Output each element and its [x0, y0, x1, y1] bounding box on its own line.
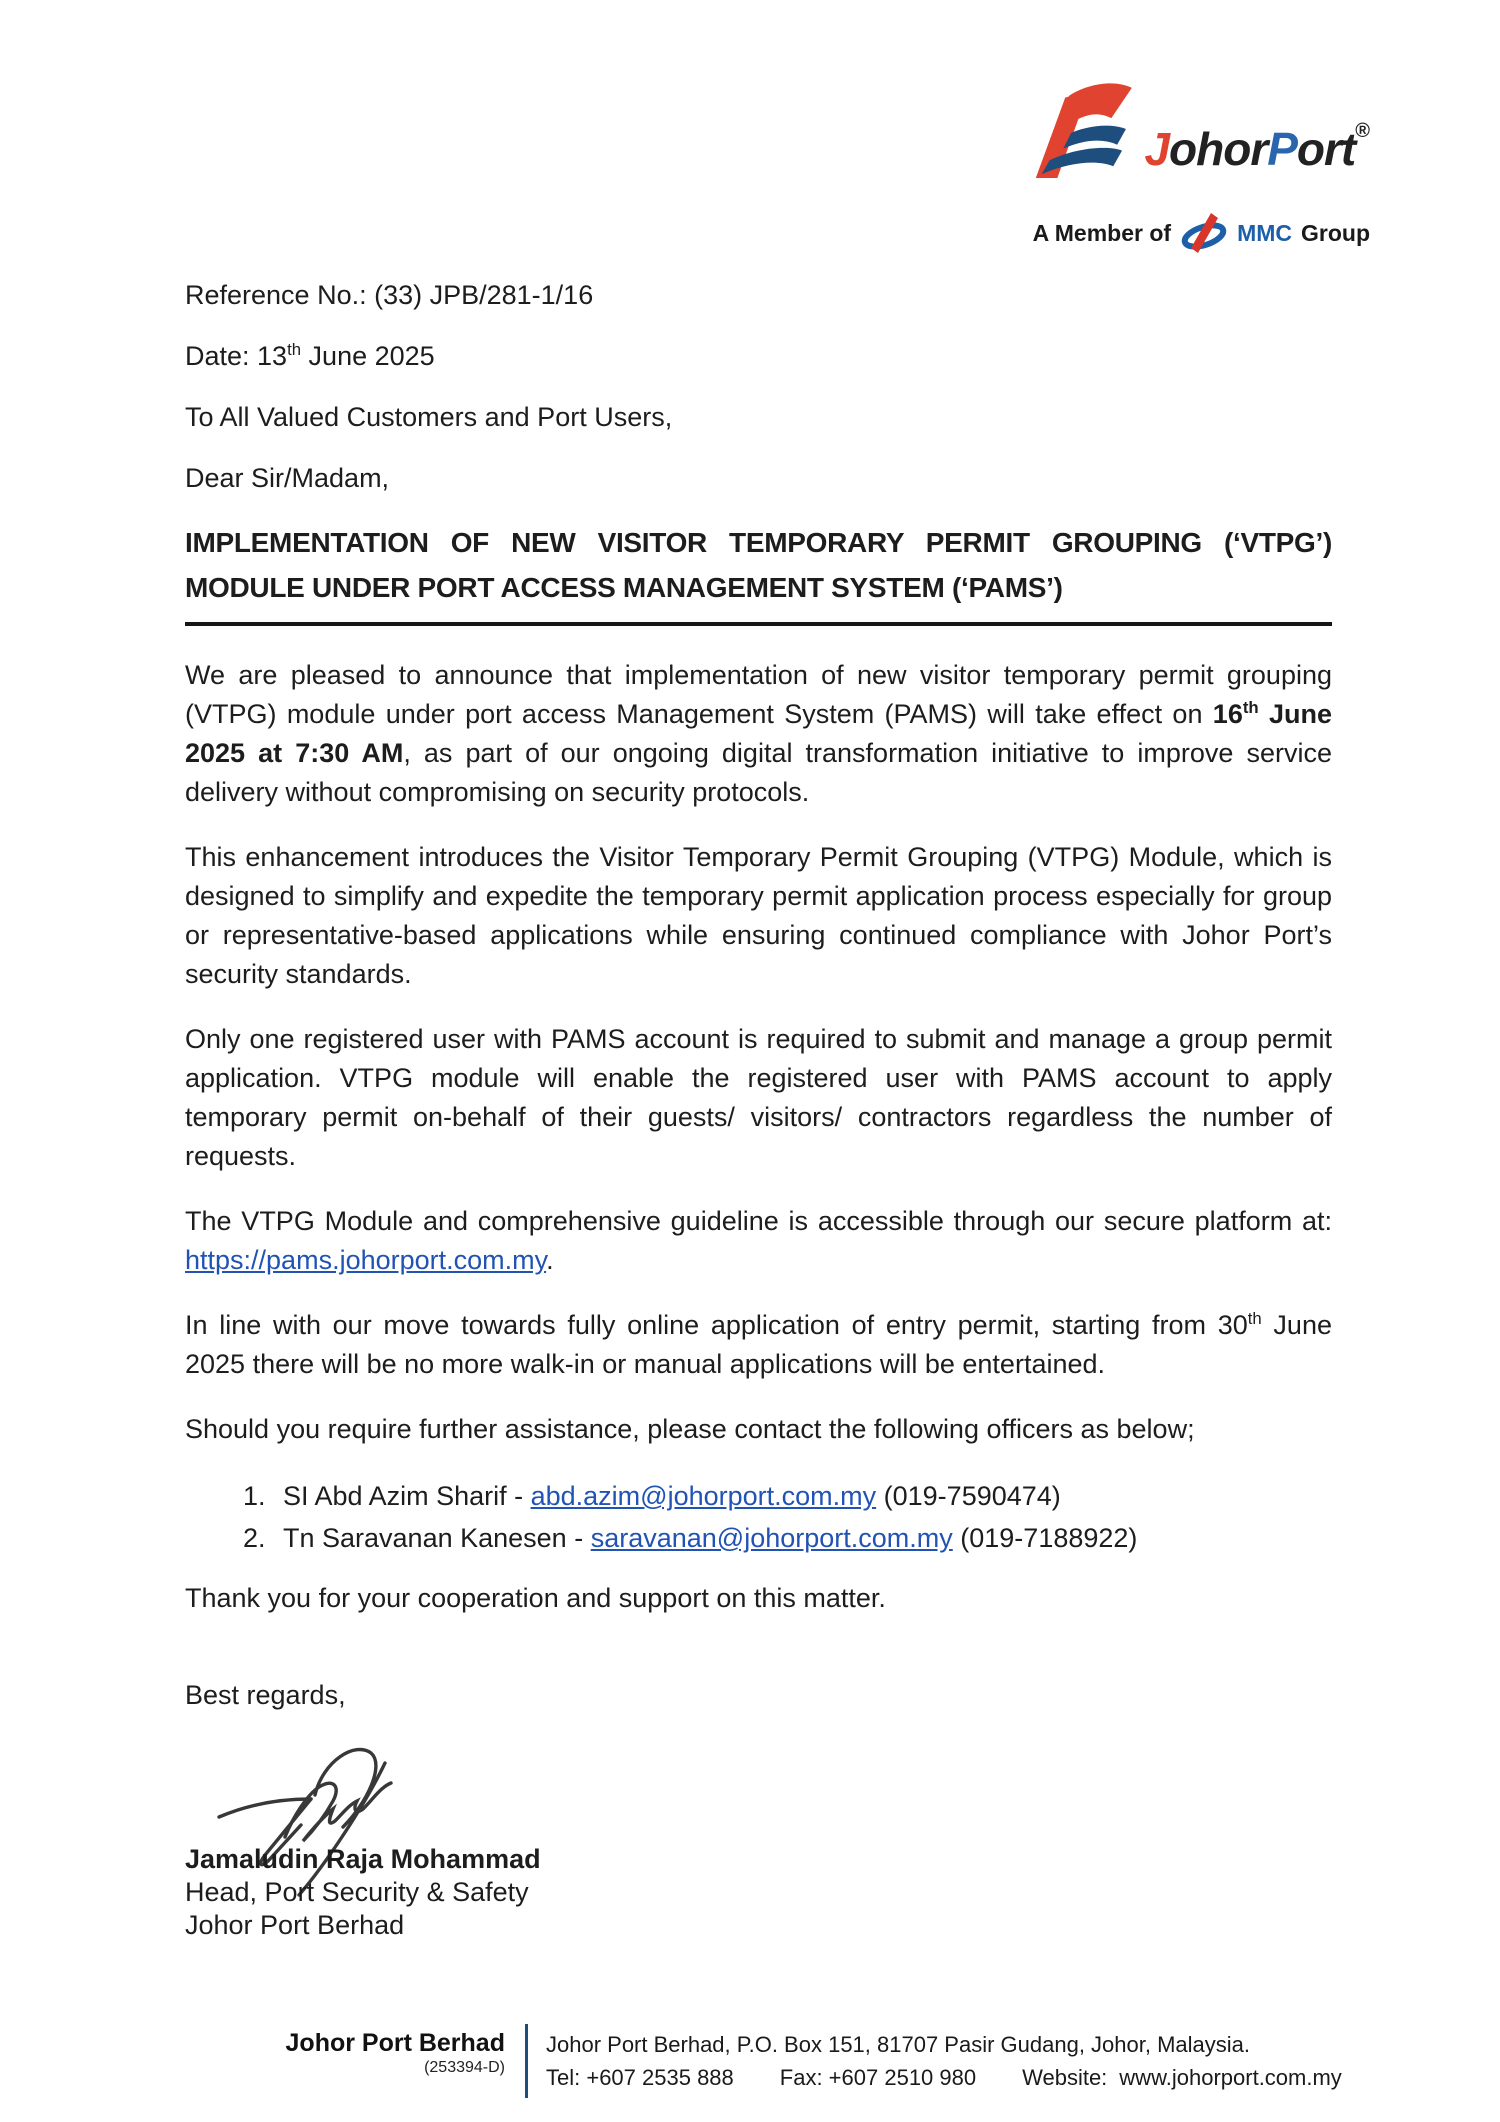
- contact-email-link[interactable]: abd.azim@johorport.com.my: [530, 1481, 877, 1511]
- p1-date-num: 16: [1212, 699, 1243, 729]
- paragraph-enhancement: This enhancement introduces the Visitor Temporary Permit Grouping (VTPG) Module, which is designed to simplify and expedite the temporary permit application process especially for group or representative-based applications while ensuring continued compliance with Johor Port’s security standards.: [185, 842, 1332, 989]
- letter-footer: [0, 2024, 1500, 2098]
- contact-phone: (019-7590474): [876, 1481, 1061, 1511]
- footer-divider: [525, 2024, 528, 2098]
- date-prefix: Date: 13: [185, 341, 288, 371]
- registered-trademark-icon: ®: [1355, 120, 1370, 142]
- footer-website-label: Website:: [1022, 2065, 1108, 2090]
- contact-phone: (019-7188922): [952, 1523, 1138, 1553]
- johor-port-logo-icon: [1016, 82, 1134, 180]
- contact-entry: [283, 1475, 1061, 1517]
- footer-contact-line: [546, 2061, 1342, 2094]
- contact-name: SI Abd Azim Sharif -: [283, 1481, 531, 1511]
- p4-text-a: The VTPG Module and comprehensive guideline is accessible through our secure platform at:: [185, 1206, 1332, 1236]
- paragraph-online-only: [185, 1306, 1332, 1384]
- signature-area: [185, 1715, 1332, 1975]
- footer-company-block: [0, 2024, 505, 2079]
- recipient-line: To All Valued Customers and Port Users,: [185, 402, 673, 432]
- member-group: Group: [1301, 219, 1370, 246]
- signatory-company: Johor Port Berhad: [185, 1910, 405, 1940]
- footer-fax: Fax: +607 2510 980: [779, 2065, 977, 2090]
- paragraph-announcement: [185, 656, 1332, 812]
- contact-email-link[interactable]: saravanan@johorport.com.my: [590, 1523, 953, 1553]
- p1-text-a: We are pleased to announce that implementation of new visitor temporary permit grouping (VTPG) module under port access Management System (PAMS) will take effect on: [185, 660, 1332, 729]
- footer-registration-number: (253394-D): [424, 2059, 505, 2076]
- letterhead: [1016, 82, 1370, 254]
- footer-tel: Tel: +607 2535 888: [546, 2065, 734, 2090]
- p5-text-a: In line with our move towards fully online application of entry permit, starting from 30: [185, 1310, 1248, 1340]
- contact-number: 1.: [243, 1481, 266, 1511]
- p1-date-ordinal: th: [1242, 698, 1259, 717]
- contact-item: [243, 1517, 1332, 1559]
- reference-number: Reference No.: (33) JPB/281-1/16: [185, 280, 594, 310]
- wordmark-ort: ort: [1296, 123, 1356, 175]
- wordmark-p: P: [1267, 123, 1297, 175]
- member-prefix: A Member of: [1032, 219, 1172, 246]
- date-suffix: June 2025: [301, 341, 435, 371]
- signatory-name: Jamaludin Raja Mohammad: [185, 1844, 541, 1874]
- footer-website-url: www.johorport.com.my: [1119, 2065, 1342, 2090]
- subject-heading: IMPLEMENTATION OF NEW VISITOR TEMPORARY PERMIT GROUPING (‘VTPG’) MODULE UNDER PORT ACCESS MANAGEMENT SYSTEM (‘PAMS’): [185, 520, 1332, 626]
- member-mmc: MMC: [1237, 219, 1292, 246]
- signatory-title: Head, Port Security & Safety: [185, 1877, 529, 1907]
- logo-row: [1016, 82, 1370, 198]
- wordmark-ohor: ohor: [1169, 123, 1268, 175]
- johor-port-wordmark: [1144, 82, 1370, 198]
- paragraph-platform: [185, 1202, 1332, 1280]
- footer-contact-block: [546, 2024, 1342, 2094]
- contact-item: [243, 1475, 1332, 1517]
- closing-line: Best regards,: [185, 1680, 346, 1710]
- contact-name: Tn Saravanan Kanesen -: [283, 1523, 591, 1553]
- contact-number: 2.: [243, 1523, 266, 1553]
- footer-address: Johor Port Berhad, P.O. Box 151, 81707 Pasir Gudang, Johor, Malaysia.: [546, 2032, 1251, 2057]
- p4-text-b: .: [546, 1245, 554, 1275]
- paragraph-thanks: Thank you for your cooperation and support on this matter.: [185, 1583, 886, 1613]
- p5-date-ordinal: th: [1247, 1309, 1262, 1328]
- signatory-block: [185, 1843, 541, 1942]
- p1-date-rest: June 2025 at 7:30 AM: [185, 699, 1332, 768]
- mmc-logo-icon: [1180, 212, 1228, 254]
- p5-text-b: June 2025 there will be no more walk-in or manual applications will be entertained.: [185, 1310, 1332, 1379]
- wordmark-j: J: [1144, 123, 1170, 175]
- letter-body: [185, 276, 1332, 1975]
- p1-text-c: , as part of our ongoing digital transformation initiative to improve service delivery without compromising on security protocols.: [185, 738, 1332, 807]
- paragraph-assistance: Should you require further assistance, please contact the following officers as below;: [185, 1414, 1195, 1444]
- pams-platform-link[interactable]: https://pams.johorport.com.my: [185, 1245, 547, 1275]
- date-ordinal: th: [287, 340, 302, 359]
- contact-entry: [283, 1517, 1137, 1559]
- salutation: Dear Sir/Madam,: [185, 463, 390, 493]
- footer-company-name: Johor Port Berhad: [285, 2029, 505, 2057]
- letter-date: [185, 337, 1332, 376]
- member-of-line: [1016, 212, 1370, 254]
- contact-list: [185, 1475, 1332, 1559]
- paragraph-registered-user: Only one registered user with PAMS account is required to submit and manage a group permit application. VTPG module will enable the registered user with PAMS account to apply temporary permit on-behalf of their guests/ visitors/ contractors regardless the number of requests.: [185, 1024, 1332, 1171]
